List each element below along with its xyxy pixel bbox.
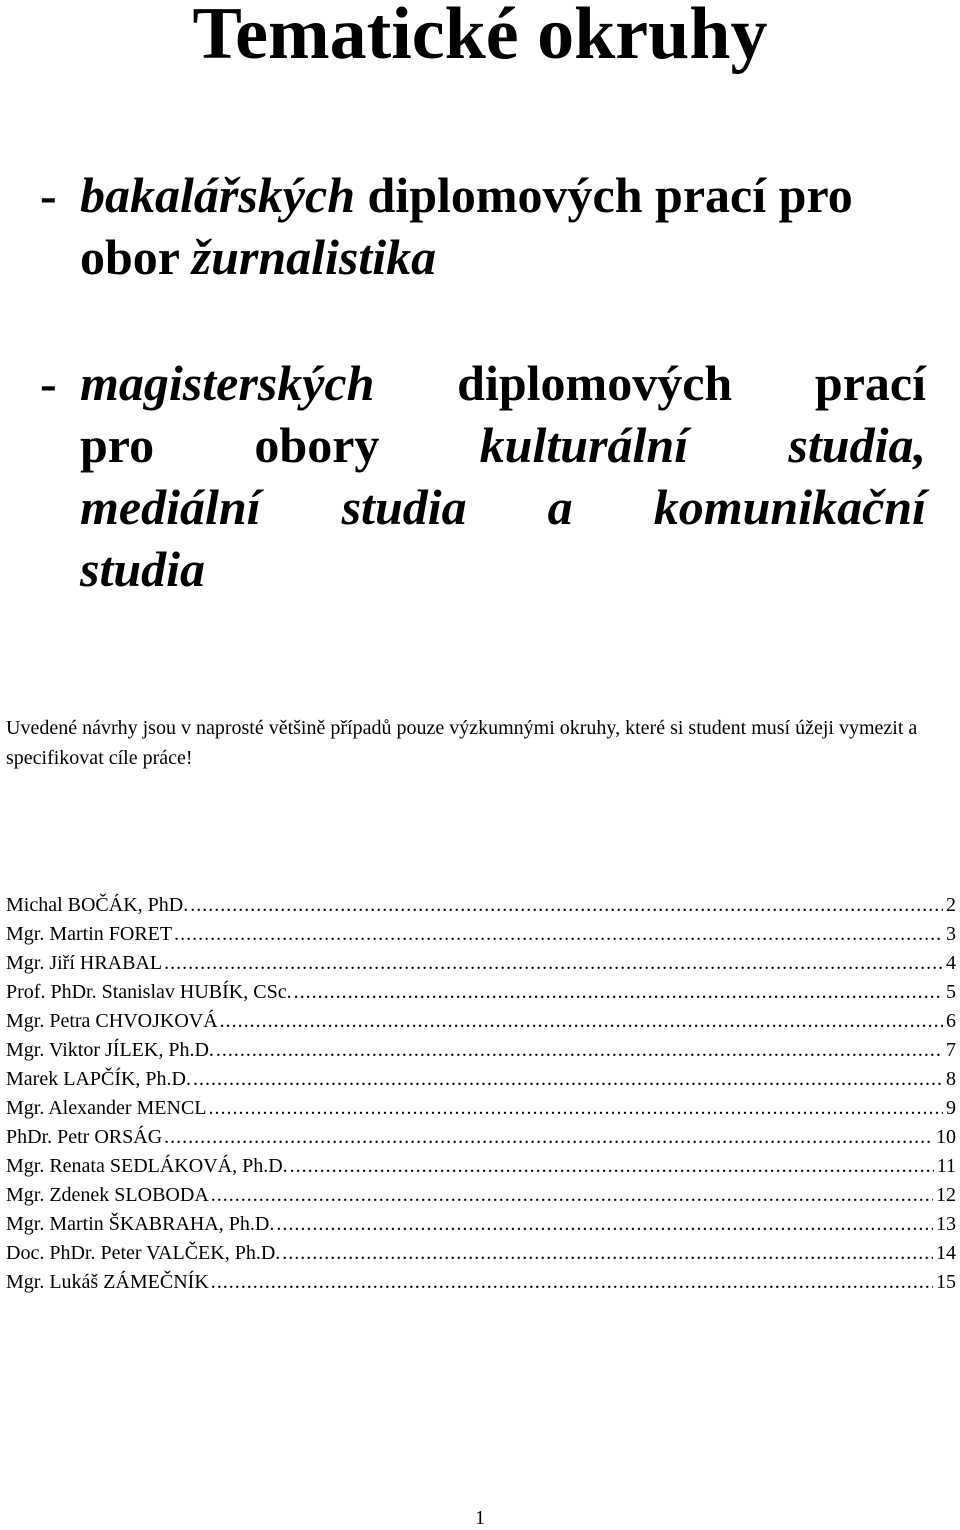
bachelor-dash: -	[40, 167, 57, 223]
toc-entry-page: 8	[946, 1068, 956, 1090]
toc-entry[interactable]	[6, 1181, 956, 1210]
toc-entry-name: Marek LAPČÍK, Ph.D.	[6, 1068, 191, 1090]
toc-entry-name: Mgr. Petra CHVOJKOVÁ	[6, 1010, 218, 1032]
bachelor-heading	[40, 164, 926, 288]
toc-leader	[294, 978, 943, 1007]
toc-leader	[193, 1065, 943, 1094]
toc-leader	[220, 1007, 943, 1036]
bachelor-heading-line-2	[80, 226, 926, 288]
master-word-praci: prací	[814, 355, 926, 411]
toc-entry-name: Mgr. Renata SEDLÁKOVÁ, Ph.D.	[6, 1155, 288, 1177]
toc-leader	[290, 1152, 934, 1181]
toc-entry[interactable]	[6, 1007, 956, 1036]
bachelor-word: bakalářských	[80, 167, 355, 223]
bachelor-heading-line-1	[80, 164, 926, 226]
toc-entry[interactable]	[6, 1094, 956, 1123]
toc-entry[interactable]	[6, 1210, 956, 1239]
master-heading-line-3	[80, 476, 926, 538]
master-word-medialni: mediální	[80, 479, 261, 535]
toc-entry-name: Mgr. Viktor JÍLEK, Ph.D.	[6, 1039, 214, 1061]
master-word-pro: pro	[80, 417, 155, 473]
toc-entry[interactable]	[6, 978, 956, 1007]
toc-entry-name: Mgr. Alexander MENCL	[6, 1097, 207, 1119]
master-word-diplomovych: diplomových	[457, 355, 733, 411]
toc-entry-page: 6	[946, 1010, 956, 1032]
toc-leader	[174, 920, 943, 949]
toc-leader	[216, 1036, 943, 1065]
bachelor-line-rest: diplomových prací pro	[367, 167, 853, 223]
toc-entry-page: 5	[946, 981, 956, 1003]
toc-entry[interactable]	[6, 1123, 956, 1152]
toc-leader	[276, 1210, 933, 1239]
master-heading-line-1	[80, 352, 926, 414]
toc-entry-page: 2	[946, 894, 956, 916]
toc-entry-name: Michal BOČÁK, PhD.	[6, 894, 189, 916]
toc-entry[interactable]	[6, 891, 956, 920]
master-word-obory: obory	[254, 417, 380, 473]
toc-entry-name: Mgr. Lukáš ZÁMEČNÍK	[6, 1271, 209, 1293]
toc-entry-page: 4	[946, 952, 956, 974]
toc-entry-name: Mgr. Martin FORET	[6, 923, 173, 945]
page-title: Tematické okruhy	[192, 0, 768, 75]
master-word-studia-2: studia	[341, 479, 467, 535]
instruction-note: Uvedené návrhy jsou v naprosté většině případů pouze výzkumnými okruhy, které si student musí úžeji vymezit a specifikovat cíle práce!	[6, 717, 918, 769]
toc-entry[interactable]	[6, 1065, 956, 1094]
toc-entry-name: Mgr. Martin ŠKABRAHA, Ph.D.	[6, 1213, 275, 1235]
toc-entry-page: 3	[946, 923, 956, 945]
toc-entry-page: 14	[936, 1242, 956, 1264]
toc-entry-name: Mgr. Jiří HRABAL	[6, 952, 163, 974]
bachelor-obor: obor	[80, 229, 180, 285]
master-word-kulturalni: kulturální	[479, 417, 689, 473]
master-word: magisterských	[80, 355, 375, 411]
toc-entry-page: 13	[936, 1213, 956, 1235]
toc-leader	[282, 1239, 933, 1268]
toc-entry-page: 10	[936, 1126, 956, 1148]
toc-entry-page: 15	[936, 1271, 956, 1293]
toc-leader	[164, 949, 943, 978]
toc-entry-name: PhDr. Petr ORSÁG	[6, 1126, 163, 1148]
toc-entry-page: 7	[946, 1039, 956, 1061]
toc-leader	[190, 891, 943, 920]
toc-entry[interactable]	[6, 1268, 956, 1297]
toc-entry-page: 11	[936, 1155, 956, 1177]
toc-entry[interactable]	[6, 949, 956, 978]
toc-leader	[211, 1181, 933, 1210]
toc-leader	[209, 1094, 943, 1123]
master-word-a: a	[547, 479, 573, 535]
toc-entry-page: 12	[936, 1184, 956, 1206]
toc-entry[interactable]	[6, 1036, 956, 1065]
master-heading-line-4	[80, 538, 926, 600]
toc-leader	[164, 1123, 933, 1152]
master-heading	[40, 352, 926, 600]
master-word-studia-1: studia,	[788, 417, 926, 473]
toc-entry[interactable]	[6, 920, 956, 949]
toc-entry[interactable]	[6, 1152, 956, 1181]
master-word-komunikacni: komunikační	[653, 479, 926, 535]
toc-entry[interactable]	[6, 1239, 956, 1268]
toc-entry-name: Prof. PhDr. Stanislav HUBÍK, CSc.	[6, 981, 292, 1003]
toc-leader	[211, 1268, 933, 1297]
toc-entry-page: 9	[946, 1097, 956, 1119]
master-heading-line-2	[80, 414, 926, 476]
toc-entry-name: Mgr. Zdenek SLOBODA	[6, 1184, 209, 1206]
master-word-studia-3: studia	[80, 541, 206, 597]
bachelor-field: žurnalistika	[191, 229, 437, 285]
toc-entry-name: Doc. PhDr. Peter VALČEK, Ph.D.	[6, 1242, 281, 1264]
table-of-contents	[6, 891, 956, 1297]
page-number: 1	[475, 1507, 485, 1529]
master-dash: -	[40, 355, 57, 411]
